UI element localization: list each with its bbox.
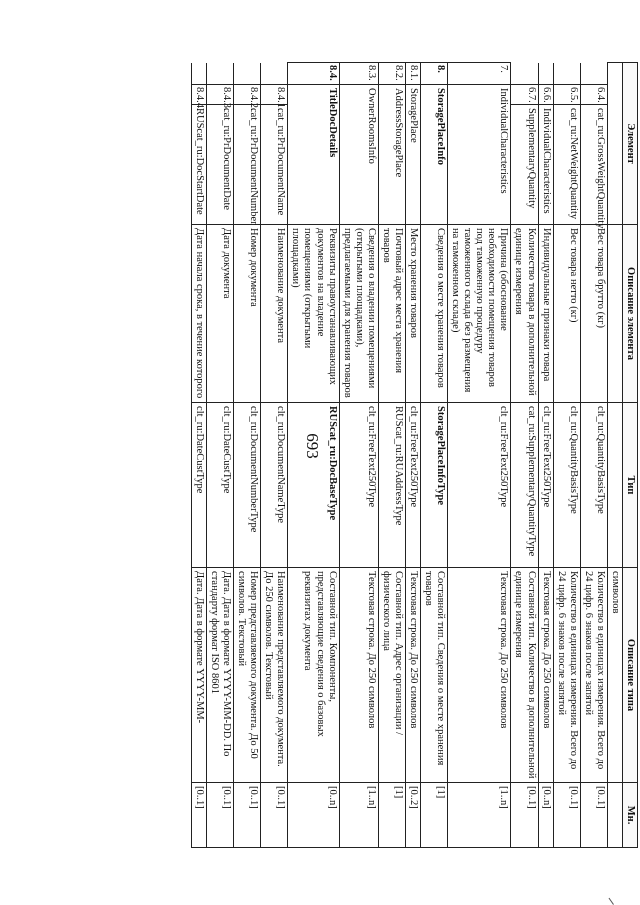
cell-mult: [1] — [378, 783, 405, 848]
cell-element: AddressStoragePlace — [378, 85, 405, 225]
cell-element-desc: Дата начала срока, в течение которого — [191, 225, 206, 403]
cell-type-desc: символов — [607, 568, 622, 783]
cell-type: clt_ru:FreeText250Type — [448, 403, 511, 568]
cell-element: TitleDocDetails — [288, 85, 339, 225]
cell-element-desc: Вес товара нетто (кг) — [553, 225, 580, 403]
cell-element-desc: Дата документа — [207, 225, 234, 403]
cell-type: StoragePlaceInfoType — [421, 403, 448, 568]
cell-type-desc: Текстовая строка. До 250 символов — [538, 568, 553, 783]
table-row — [511, 63, 538, 848]
cell-mult: [0..n] — [538, 783, 553, 848]
table-row — [339, 63, 378, 848]
cell-type: clt_ru:QuantityBasisType — [580, 403, 607, 568]
cell-element: cat_ru:GrossWeightQuantity — [580, 105, 607, 225]
rotated-table-container — [93, 62, 638, 847]
cell-element-desc: Сведения о владении помещениями (открытыми площадками), предлагаемыми для хранения товаров — [339, 225, 378, 403]
table-header-row — [622, 63, 637, 848]
data-table — [191, 62, 638, 848]
cell-element: IndividualCharacteristics — [538, 105, 553, 225]
cell-type-desc: Количество в единицах измерения. Всего до 24 цифр. 6 знаков после запятой — [580, 568, 607, 783]
header-type: Тип — [622, 403, 637, 568]
cell-mult: [0..1] — [580, 783, 607, 848]
cell-element-desc: Причина (обоснование необходимости помещения товаров под таможенную процедуру таможенного склада без размещения на таможенном складе) — [448, 225, 511, 403]
table-row — [207, 63, 234, 848]
cell-type-desc: Текстовая строка. До 250 символов — [448, 568, 511, 783]
table-row-note — [607, 63, 622, 848]
cell-mult: [0..1] — [207, 783, 234, 848]
cell-type-desc: Составной тип. Компоненты, представляющие сведения о базовых реквизитах документа — [288, 568, 339, 783]
cell-num: 6.6. — [538, 85, 553, 105]
cell-type: cat_ru:SupplementaryQuantityType — [511, 403, 538, 568]
cell-num: 8.4.2. — [234, 85, 261, 105]
cell-element-desc: Сведения о месте хранения товаров — [421, 225, 448, 403]
cell-num: 8.3. — [339, 63, 378, 85]
cell-type-desc: Составной тип. Количество в дополнительной единице измерения — [511, 568, 538, 783]
table-row — [405, 63, 420, 848]
table-row — [448, 63, 511, 848]
cell-mult: [0..1] — [234, 783, 261, 848]
table-row — [378, 63, 405, 848]
cell-type-desc: Дата. Дата в формате YYYY-MM- — [191, 568, 206, 783]
table-row — [580, 63, 607, 848]
cell-element-desc: Вес товара брутто (кг) — [580, 225, 607, 403]
cell-type-desc: Текстовая строка. До 250 символов — [405, 568, 420, 783]
cell-element-desc: Реквизиты правоустанавливающих документов на владение помещениями (открытыми площадками) — [288, 225, 339, 403]
cell-type: clt_ru:FreeText250Type — [339, 403, 378, 568]
cell-type: clt_ru:FreeText250Type — [538, 403, 553, 568]
cell-type-desc: Текстовая строка. До 250 символов — [339, 568, 378, 783]
cell-type: clt_ru:QuantityBasisType — [553, 403, 580, 568]
cell-num: 6.7. — [511, 85, 538, 105]
cell-element: cat_ru:NetWeightQuantity — [553, 105, 580, 225]
header-type-desc: Описание типа — [622, 568, 637, 783]
cell-mult: [0..1] — [511, 783, 538, 848]
cell-element: OwnerRoomsInfo — [339, 85, 378, 225]
table-row — [421, 63, 448, 848]
cell-element: RUScat_ru:DocStartDate — [191, 105, 206, 225]
table-row — [261, 63, 288, 848]
cell-type-desc: Наименование представляемого документа. До 250 символов. Текстовый — [261, 568, 288, 783]
table-row — [538, 63, 553, 848]
cell-mult: [1..n] — [339, 783, 378, 848]
cell-element-desc: Почтовый адрес места хранения товаров — [378, 225, 405, 403]
table-row — [553, 63, 580, 848]
header-mult: Мн. — [622, 783, 637, 848]
table-row — [191, 63, 206, 848]
cell-mult: [0..2] — [405, 783, 420, 848]
cell-element: StoragePlace — [405, 85, 420, 225]
page-number: 693 — [303, 433, 322, 459]
cell-element: cat_ru:PrDocumentNumber — [234, 105, 261, 225]
cell-type: clt_ru:FreeText250Type — [405, 403, 420, 568]
cell-type-desc: Дата. Дата в формате YYYY-MM-DD. По стандарту формат ISO 8601 — [207, 568, 234, 783]
cell-element-desc: Количество товара в дополнительной единице измерения — [511, 225, 538, 403]
cell-num: 8.4. — [288, 63, 339, 85]
header-element: Элемент — [622, 63, 637, 225]
cell-element: IndividualCharacteristics — [448, 85, 511, 225]
cell-mult: [0..1] — [191, 783, 206, 848]
cell-element: StoragePlaceInfo — [421, 85, 448, 225]
scan-mark — [609, 893, 621, 905]
cell-num: 6.5. — [553, 85, 580, 105]
cell-element-desc: Индивидуальные признаки товара — [538, 225, 553, 403]
cell-type: clt_ru:DateCustType — [207, 403, 234, 568]
cell-element-desc: Номер документа — [234, 225, 261, 403]
cell-element: cat_ru:PrDocumentName — [261, 105, 288, 225]
cell-element: SupplementaryQuantity — [511, 105, 538, 225]
cell-type: clt_ru:DocumentNameType — [261, 403, 288, 568]
cell-type: clt_ru:DateCustType — [191, 403, 206, 568]
table-row — [288, 63, 339, 848]
cell-num: 8.4.3. — [207, 85, 234, 105]
cell-num: 8.2. — [378, 63, 405, 85]
cell-num: 8.4.4. — [191, 85, 206, 105]
cell-num: 7. — [448, 63, 511, 85]
cell-mult: [0..1] — [261, 783, 288, 848]
cell-num: 8.4.1. — [261, 85, 288, 105]
cell-mult: [1] — [421, 783, 448, 848]
cell-mult: [1..n] — [448, 783, 511, 848]
cell-type-desc: Составной тип. Сведения о месте хранения товаров — [421, 568, 448, 783]
cell-type-desc: Номер представляемого документа. До 50 символов. Текстовый — [234, 568, 261, 783]
cell-element-desc: Наименование документа — [261, 225, 288, 403]
cell-type: RUScat_ru:DocBaseType — [288, 403, 339, 568]
cell-num: 8.1. — [405, 63, 420, 85]
table-row — [234, 63, 261, 848]
header-element-desc: Описание элемента — [622, 225, 637, 403]
cell-type: RUScat_ru:RUAddressType — [378, 403, 405, 568]
cell-type-desc: Составной тип. Адрес организации / физического лица — [378, 568, 405, 783]
cell-num: 8. — [421, 63, 448, 85]
cell-type: clt_ru:DocumentNumberType — [234, 403, 261, 568]
cell-num: 6.4. — [580, 85, 607, 105]
cell-type-desc: Количество в единицах измерения. Всего до 24 цифр. 6 знаков после запятой — [553, 568, 580, 783]
cell-element: cat_ru:PrDocumentDate — [207, 105, 234, 225]
cell-mult: [0..1] — [553, 783, 580, 848]
cell-mult: [0..n] — [288, 783, 339, 848]
cell-element-desc: Место хранения товаров — [405, 225, 420, 403]
